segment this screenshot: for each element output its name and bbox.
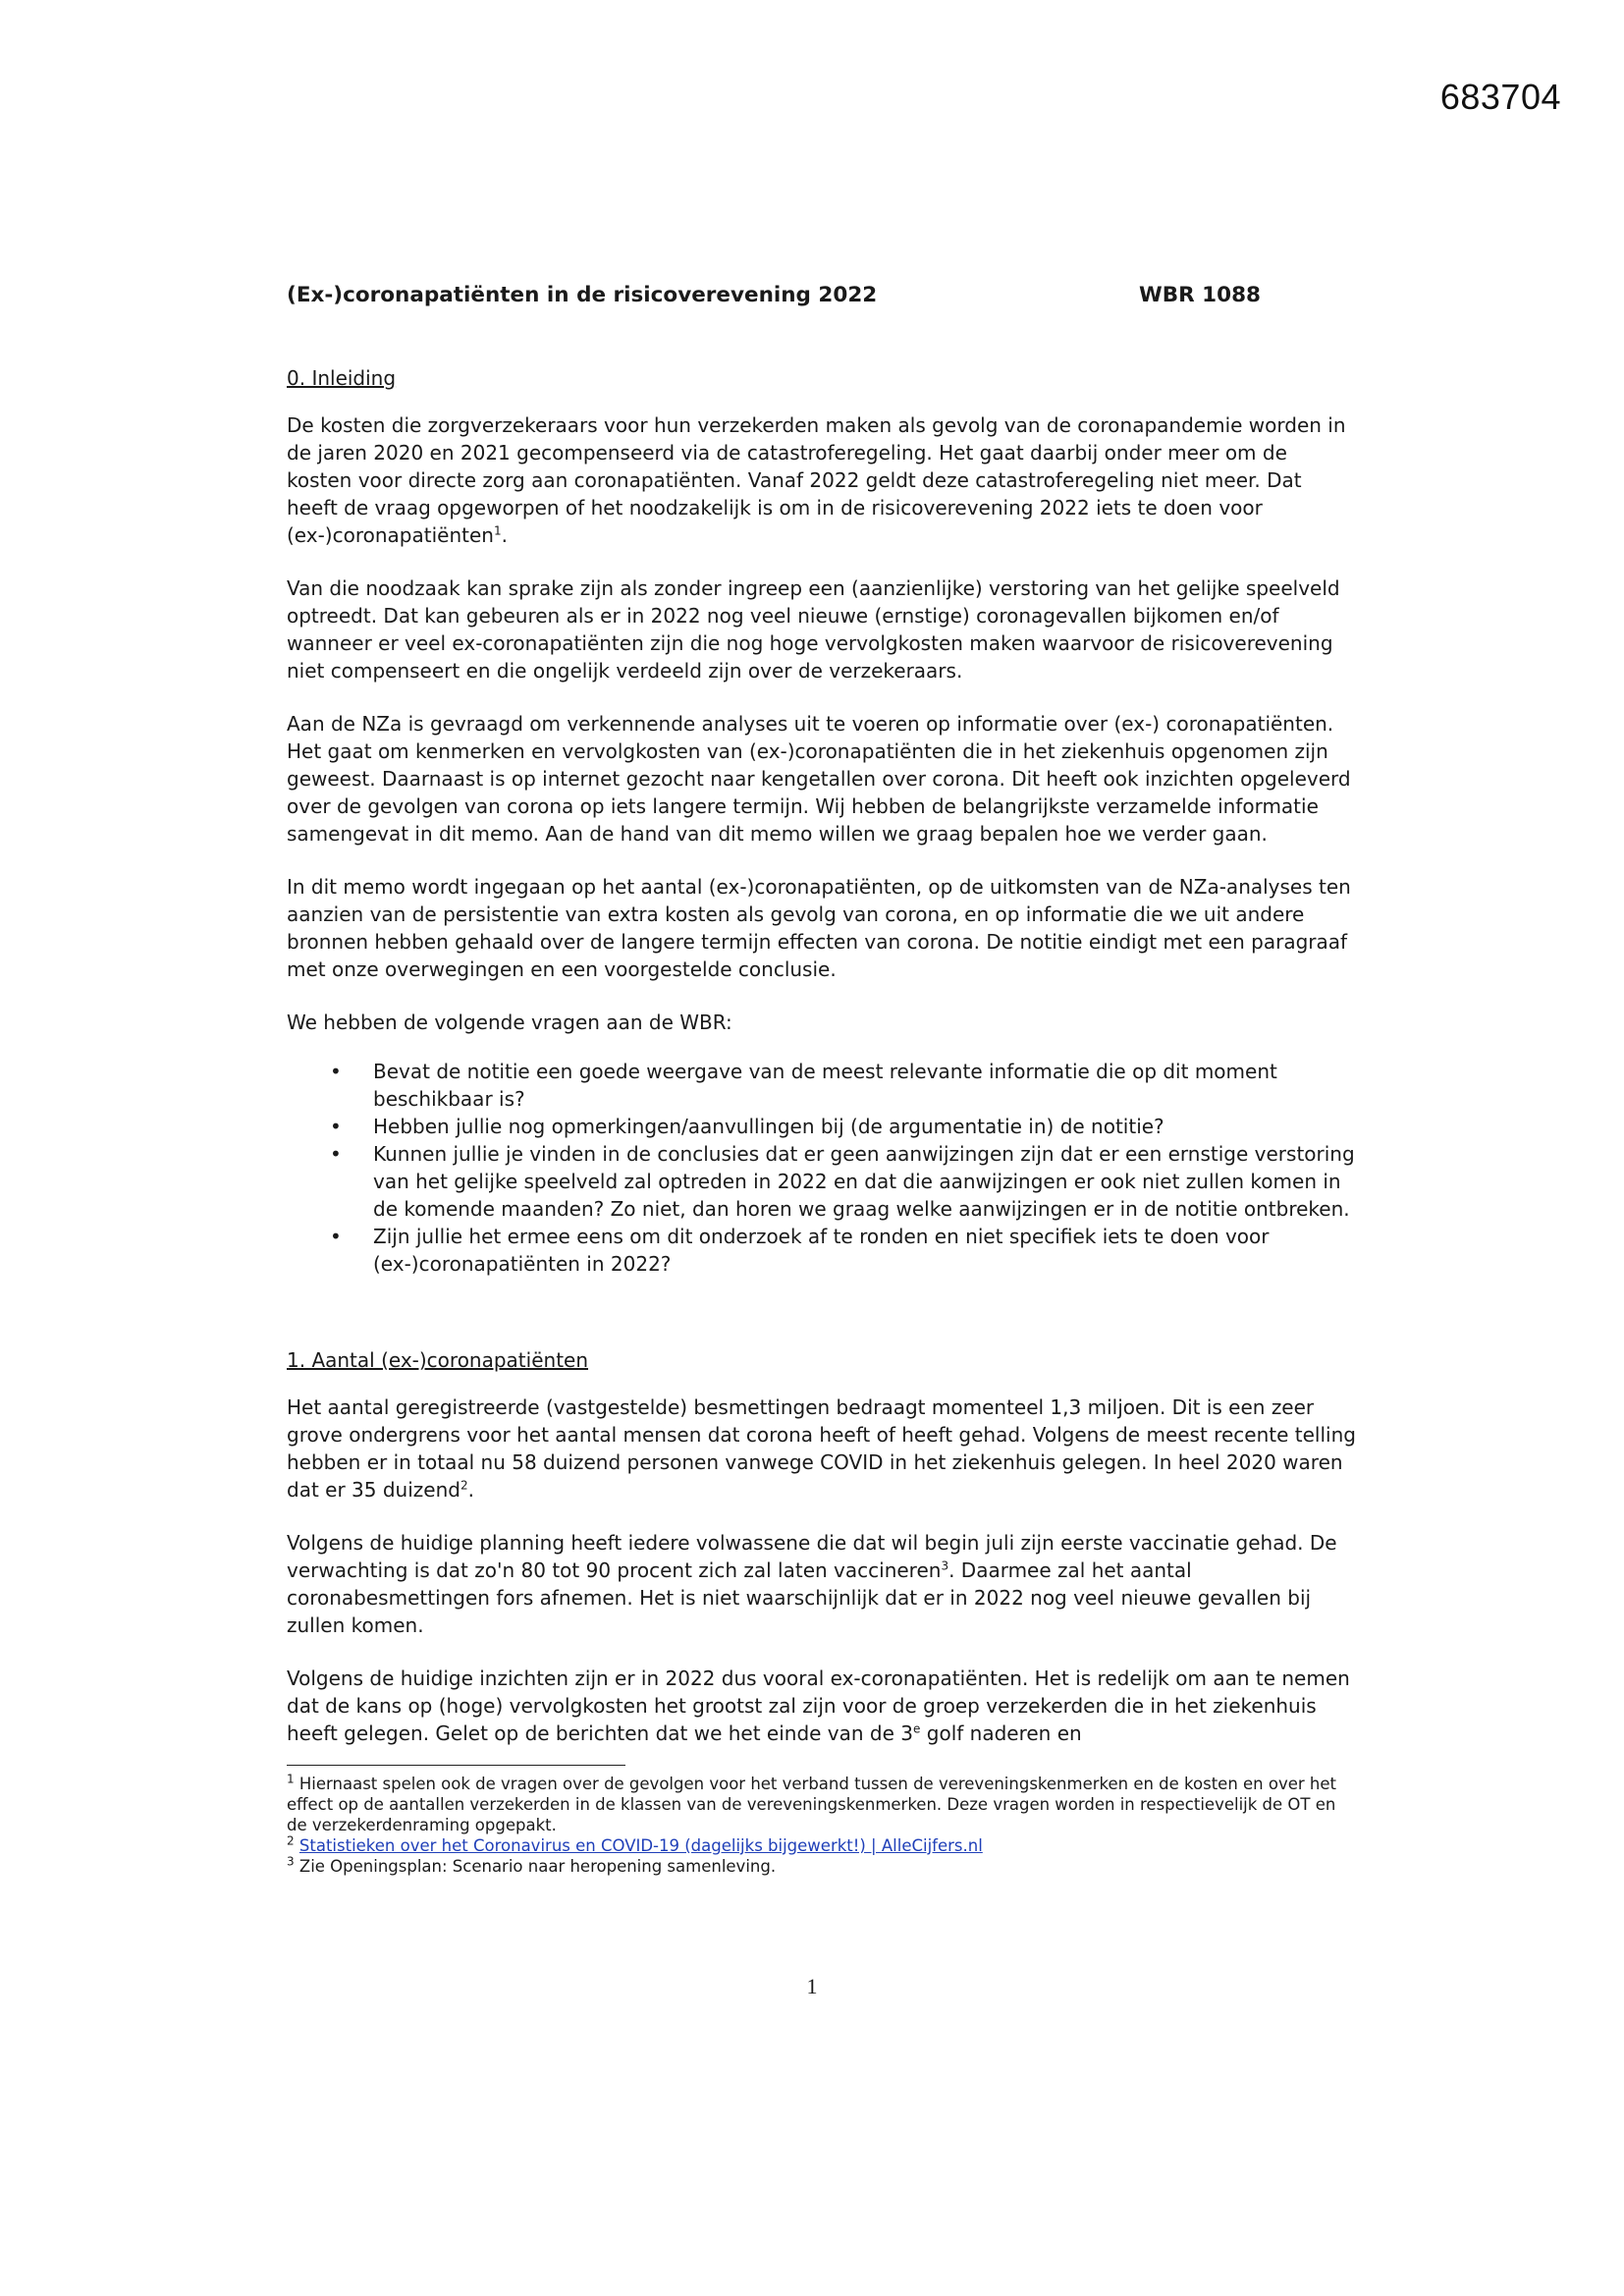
document-id: 683704 [1439, 77, 1561, 117]
section-0-paragraph-3: Aan de NZa is gevraagd om verkennende analyses uit te voeren op informatie over (ex-) coronapatiënten. Het gaat om kenmerken en vervolgkosten van (ex-)coronapatiënten die in het ziekenhuis opgenomen zijn geweest. Daarnaast is op internet gezocht naar kengetallen over corona. Dit heeft ook inzichten opgeleverd over de gevolgen van corona op iets langere termijn. Wij hebben de belangrijkste verzamelde informatie samengevat in dit memo. Aan de hand van dit memo willen we graag bepalen hoe we verder gaan. [287, 712, 1351, 846]
footnote-divider [287, 1765, 625, 1766]
section-1-paragraph-1: Het aantal geregistreerde (vastgestelde) besmettingen bedraagt momenteel 1,3 miljoen. Dit is een zeer grove ondergrens voor het aantal mensen dat corona heeft of heeft gehad. Volgens de meest recente telling hebben er in totaal nu 58 duizend personen vanwege COVID in het ziekenhuis gelegen. In heel 2020 waren dat er 35 duizend$^2$. [287, 1395, 1356, 1502]
page-number: 1 [806, 1974, 818, 1998]
footnote-ref-3: 3 [941, 1558, 949, 1573]
footnote-3: $^3$ Zie Openingsplan: Scenario naar heropening samenleving. [287, 1854, 777, 1876]
section-0-heading: 0. Inleiding [287, 366, 397, 390]
section-1-paragraph-3: Volgens de huidige inzichten zijn er in 2022 dus vooral ex-coronapatiënten. Het is redelijk om aan te nemen dat de kans op (hoge) vervolgkosten het grootst zal zijn voor de groep verzekerden die in het ziekenhuis heeft gelegen. Gelet op de berichten dat we het einde van de 3e golf naderen en [287, 1667, 1350, 1745]
section-1-heading: 1. Aantal (ex-)coronapatiënten [287, 1348, 589, 1372]
footnotes [287, 1774, 1357, 1877]
footnote-1: $^1$ Hiernaast spelen ook de vragen over de gevolgen voor het verband tussen de vereveningskenmerken en de kosten en over het effect op de aantallen verzekerden in de klassen van de vereveningskenmerken. Deze vragen worden in respectievelijk de OT en de verzekerdenraming opgepakt. [287, 1772, 1336, 1834]
question-item: • Kunnen jullie je vinden in de conclusies dat er geen aanwijzingen zijn dat er een ernstige verstoring van het gelijke speelveld zal optreden in 2022 en dat die aanwijzingen er ook niet zullen komen in de komende maanden? Zo niet, dan horen we graag welke aanwijzingen er in de notitie ontbreken. [287, 1140, 1357, 1223]
question-item: • Zijn jullie het ermee eens om dit onderzoek af te ronden en niet specifiek iets te doen voor (ex-)coronapatiënten in 2022? [287, 1223, 1357, 1278]
section-0-paragraph-4: In dit memo wordt ingegaan op het aantal (ex-)coronapatiënten, op de uitkomsten van de NZa-analyses ten aanzien van de persistentie van extra kosten als gevolg van corona, en op informatie die we uit andere bronnen hebben gehaald over de langere termijn effecten van corona. De notitie eindigt met een paragraaf met onze overwegingen en een voorgestelde conclusie. [287, 875, 1351, 981]
footnote-ref-1: 1 [493, 523, 502, 538]
question-list [287, 1058, 1357, 1278]
section-0-paragraph-1: De kosten die zorgverzekeraars voor hun verzekerden maken als gevolg van de coronapandemie worden in de jaren 2020 en 2021 gecompenseerd via de catastroferegeling. Het gaat daarbij onder meer om de kosten voor directe zorg aan coronapatiënten. Vanaf 2022 geldt deze catastroferegeling niet meer. Dat heeft de vraag opgeworpen of het noodzakelijk is om in de risicoverevening 2022 iets te doen voor (ex-)coronapatiënten$^1$. [287, 413, 1346, 547]
section-0-paragraph-2: Van die noodzaak kan sprake zijn als zonder ingreep een (aanzienlijke) verstoring van het gelijke speelveld optreedt. Dat kan gebeuren als er in 2022 nog veel nieuwe (ernstige) coronagevallen bijkomen en/of wanneer er veel ex-coronapatiënten zijn die nog hoge vervolgkosten maken waarvoor de risicoverevening niet compenseert en die ongelijk verdeeld zijn over de verzekeraars. [287, 576, 1340, 683]
section-1-paragraph-2: Volgens de huidige planning heeft iedere volwassene die dat wil begin juli zijn eerste vaccinatie gehad. De verwachting is dat zo'n 80 tot 90 procent zich zal laten vaccineren$^3$. Daarmee zal het aantal coronabesmettingen fors afnemen. Het is niet waarschijnlijk dat er in 2022 nog veel nieuwe gevallen bij zullen komen. [287, 1531, 1337, 1637]
memo-header [287, 283, 1261, 307]
memo-body [287, 283, 1357, 1877]
section-0-paragraph-5: We hebben de volgende vragen aan de WBR: [287, 1011, 732, 1034]
question-item: • Hebben jullie nog opmerkingen/aanvullingen bij (de argumentatie in) de notitie? [287, 1113, 1357, 1140]
memo-title: (Ex-)coronapatiënten in de risicoverevening 2022 [287, 283, 878, 307]
memo-reference: WBR 1088 [1139, 283, 1261, 307]
footnote-2-link[interactable]: Statistieken over het Coronavirus en COVID-19 (dagelijks bijgewerkt!) | AlleCijfers.nl [298, 1836, 983, 1855]
footnote-2: $^2$ Statistieken over het Coronavirus en COVID-19 (dagelijks bijgewerkt!) | AlleCijfers.nl [287, 1833, 983, 1855]
question-item: • Bevat de notitie een goede weergave van de meest relevante informatie die op dit moment beschikbaar is? [287, 1058, 1357, 1113]
footnote-ref-2: 2 [460, 1478, 468, 1493]
